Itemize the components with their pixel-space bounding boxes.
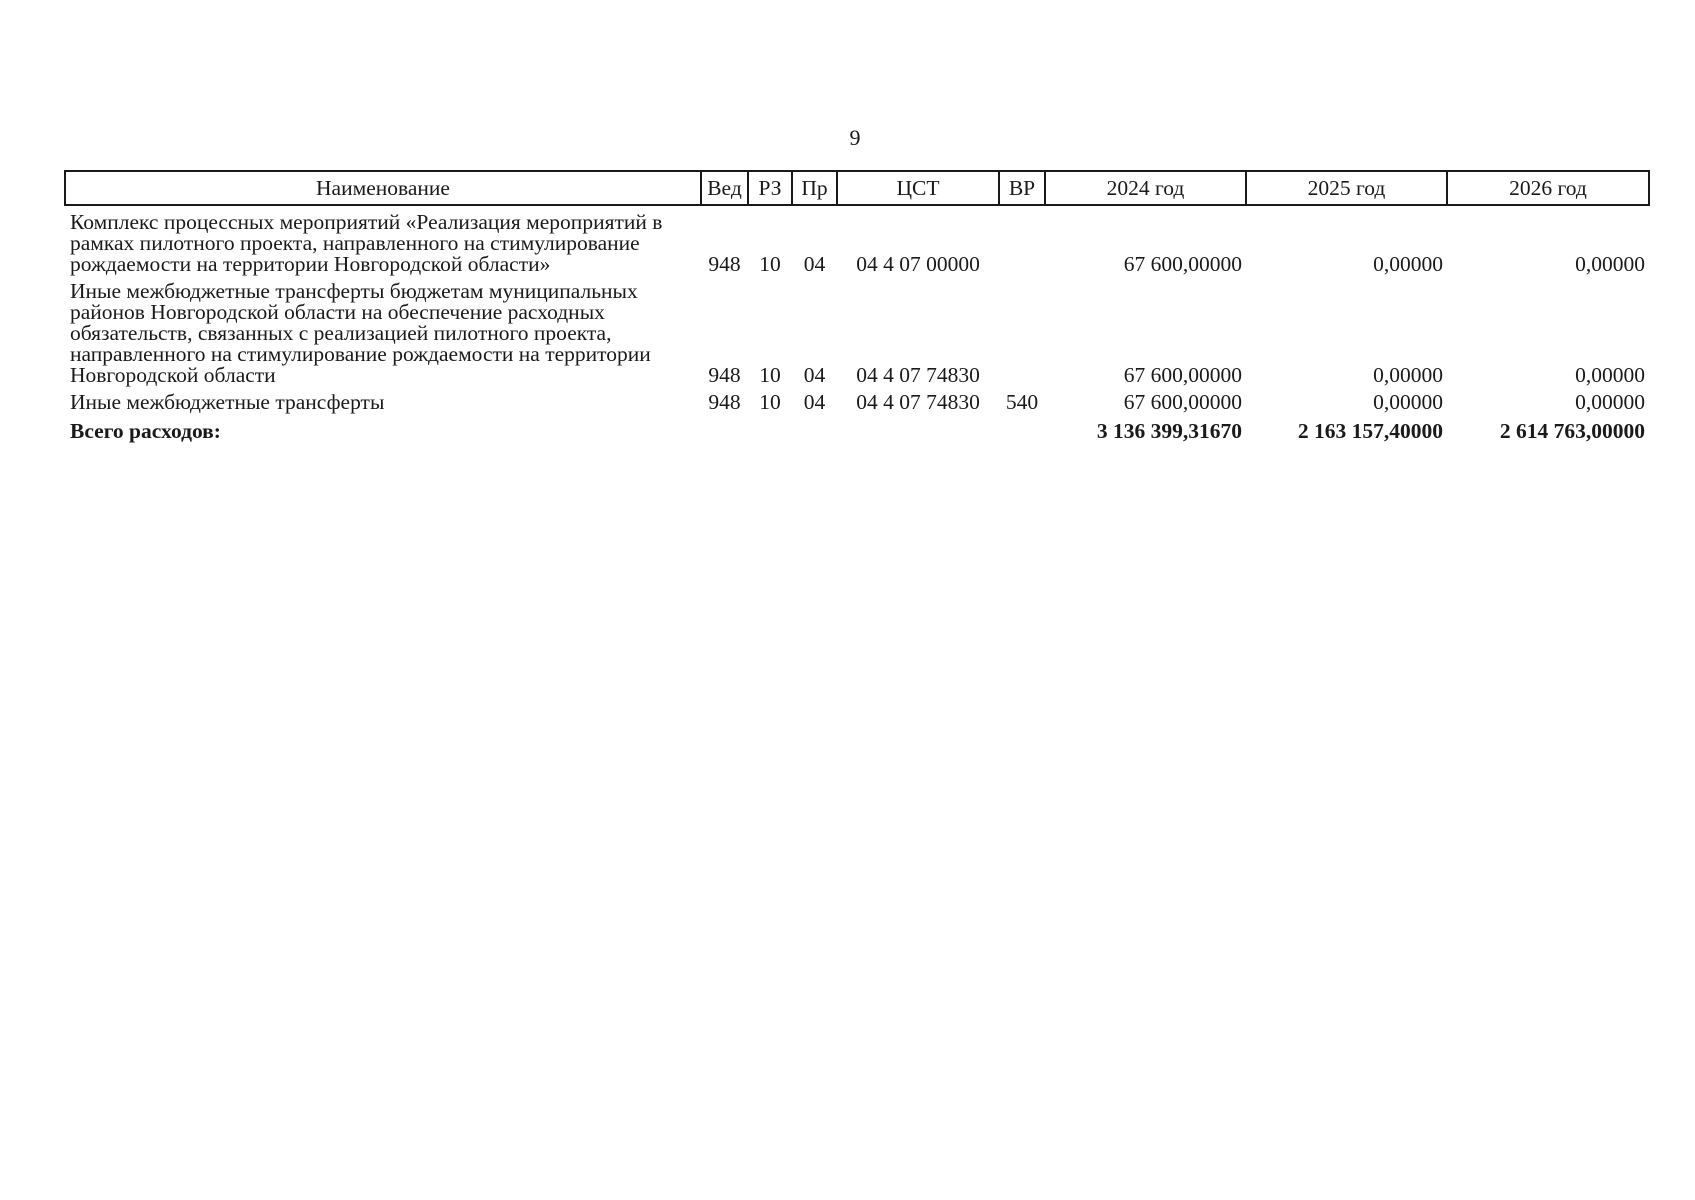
row-2025: 0,00000: [1373, 363, 1443, 387]
row-rz: 10: [759, 363, 781, 387]
row-vr: [999, 275, 1045, 386]
row-pr: 04: [803, 363, 826, 387]
row-cst: 04 4 07 00000: [856, 252, 980, 276]
header-ved: Вед: [701, 171, 748, 205]
budget-table: [64, 170, 1650, 442]
row-name: Иные межбюджетные трансферты бюджетам муниципальных районов Новгородской области на обеспечение расходных обязательств, связанных с реализацией пилотного проекта, направленного на стимулирование рождаемости на территории Новгородской области: [70, 279, 651, 387]
row-2024: 67 600,00000: [1123, 252, 1242, 276]
header-2024: 2024 год: [1045, 171, 1246, 205]
row-pr: 04: [803, 390, 826, 414]
total-row: [65, 413, 1649, 442]
row-2025: 0,00000: [1373, 252, 1443, 276]
header-rz: РЗ: [748, 171, 792, 205]
table-row: [65, 275, 1649, 386]
row-name: Иные межбюджетные трансферты: [70, 390, 385, 414]
table-header-row: [65, 171, 1649, 205]
row-ved: 948: [708, 252, 741, 276]
row-cst: 04 4 07 74830: [856, 390, 980, 414]
header-cst: ЦСТ: [837, 171, 999, 205]
page-number: 9: [849, 125, 861, 150]
row-vr: [999, 205, 1045, 275]
total-2026: 2 614 763,00000: [1499, 419, 1645, 443]
row-rz: 10: [759, 252, 781, 276]
header-vr: ВР: [999, 171, 1045, 205]
row-pr: 04: [803, 252, 826, 276]
row-cst: 04 4 07 74830: [856, 363, 980, 387]
row-vr: 540: [1005, 390, 1039, 414]
total-label: Всего расходов:: [70, 419, 221, 443]
row-2026: 0,00000: [1575, 363, 1645, 387]
row-2026: 0,00000: [1575, 390, 1645, 414]
header-2025: 2025 год: [1246, 171, 1447, 205]
header-pr: Пр: [792, 171, 837, 205]
total-2025: 2 163 157,40000: [1297, 419, 1443, 443]
header-name: Наименование: [65, 171, 701, 205]
row-2024: 67 600,00000: [1123, 363, 1242, 387]
row-2025: 0,00000: [1373, 390, 1443, 414]
header-2026: 2026 год: [1447, 171, 1649, 205]
row-name: Комплекс процессных мероприятий «Реализация мероприятий в рамках пилотного проекта, направленного на стимулирование рождаемости на территории Новгородской области»: [70, 210, 663, 276]
table-row: [65, 386, 1649, 413]
table-row: [65, 205, 1649, 275]
row-rz: 10: [759, 390, 781, 414]
row-ved: 948: [708, 390, 741, 414]
row-2026: 0,00000: [1575, 252, 1645, 276]
row-2024: 67 600,00000: [1123, 390, 1242, 414]
total-2024: 3 136 399,31670: [1096, 419, 1242, 443]
row-ved: 948: [708, 363, 741, 387]
